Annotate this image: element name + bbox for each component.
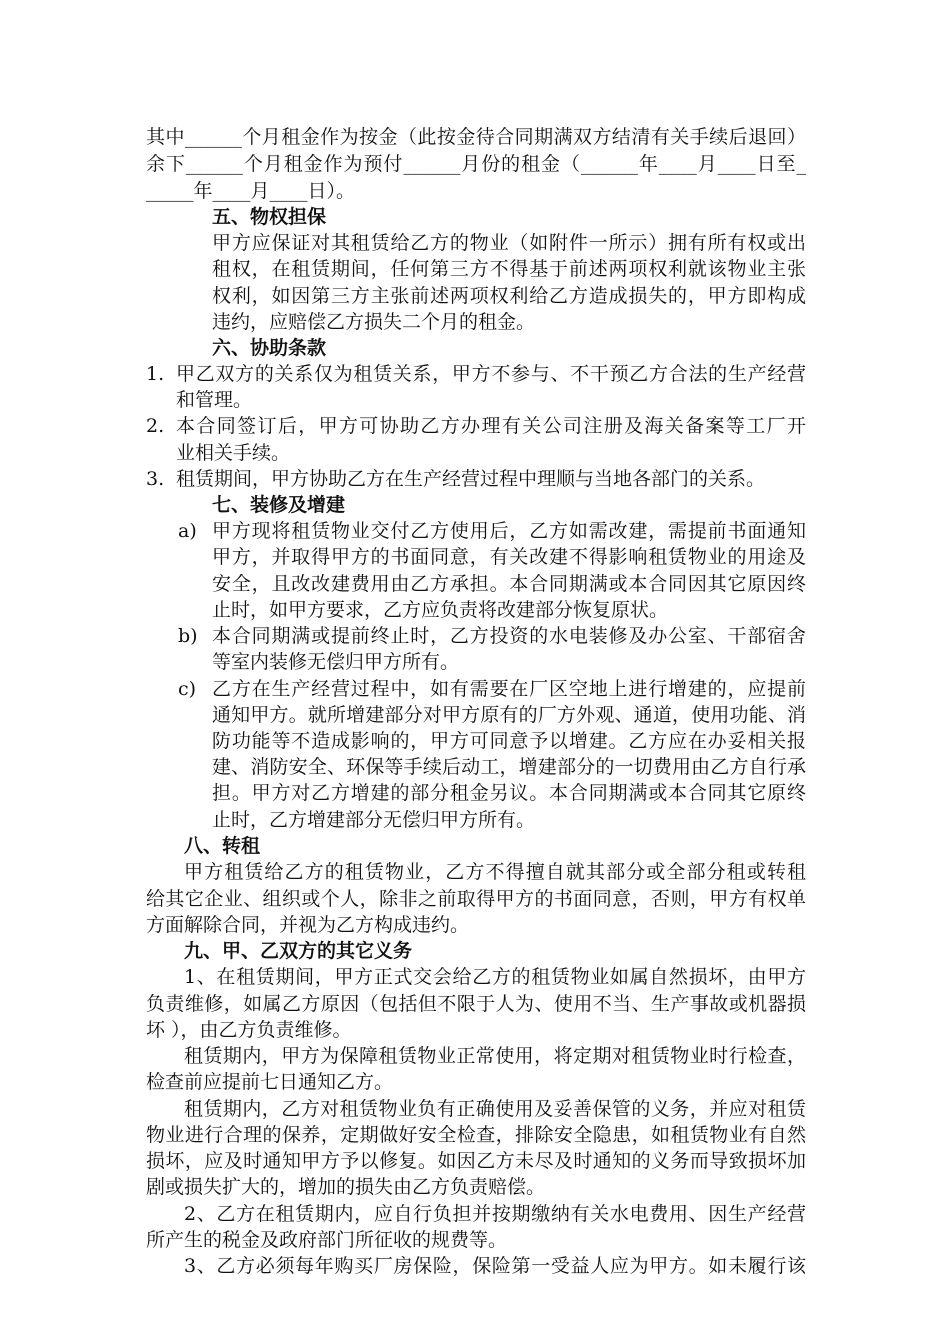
text-line: 余下______个月租金作为预付______月份的租金（______年____月____日至_ <box>146 153 806 175</box>
text-line: 通知甲方。就所增建部分对甲方原有的厂方外观、通道，使用功能、消 <box>212 704 806 726</box>
text-line: 甲方现将租赁物业交付乙方使用后，乙方如需改建，需提前书面通知 <box>212 520 806 542</box>
text-line: 方面解除合同，并视为乙方构成违约。 <box>146 914 470 936</box>
text-line: 所产生的税金及政府部门所征收的规费等。 <box>146 1229 508 1251</box>
text-line: 租赁期内，乙方对租赁物业负有正确使用及妥善保管的义务，并应对租赁 <box>184 1098 806 1120</box>
text-line: 建、消防安全、环保等手续后动工，增建部分的一切费用由乙方自行承 <box>212 756 806 778</box>
list-number: 3. <box>146 468 165 490</box>
list-letter: a) <box>178 520 197 542</box>
text-line: 本合同签订后，甲方可协助乙方办理有关公司注册及海关备案等工厂开 <box>176 415 806 437</box>
text-line: 止时，如甲方要求，乙方应负责将改建部分恢复原状。 <box>212 599 669 621</box>
text-line: 检查前应提前七日通知乙方。 <box>146 1071 394 1093</box>
text-line: 甲方租赁给乙方的租赁物业，乙方不得擅自就其部分或全部分租或转租 <box>184 861 806 883</box>
text-line: 坏 ），由乙方负责维修。 <box>146 1019 352 1041</box>
text-line: 租赁期内，甲方为保障租赁物业正常使用，将定期对租赁物业时行检查， <box>184 1045 806 1067</box>
section-heading: 九、甲、乙双方的其它义务 <box>184 940 413 962</box>
text-line: 止时，乙方增建部分无偿归甲方所有。 <box>212 809 536 831</box>
text-line: 甲乙双方的关系仅为租赁关系，甲方不参与、不干预乙方合法的生产经营 <box>176 363 806 385</box>
text-line: 负责维修，如属乙方原因（包括但不限于人为、使用不当、生产事故或机器损 <box>146 993 806 1015</box>
text-line: 乙方在生产经营过程中，如有需要在厂区空地上进行增建的，应提前 <box>212 678 806 700</box>
section-heading: 六、协助条款 <box>212 337 327 359</box>
text-line: 剧或损失扩大的，增加的损失由乙方负责赔偿。 <box>146 1176 546 1198</box>
text-line: 甲方应保证对其租赁给乙方的物业（如附件一所示）拥有所有权或出 <box>212 232 806 254</box>
text-line: 等室内装修无偿归甲方所有。 <box>212 651 460 673</box>
text-line: 防功能等不造成影响的，甲方可同意予以增建。乙方应在办妥相关报 <box>212 730 806 752</box>
text-line: 担。甲方对乙方增建的部分租金另议。本合同期满或本合同其它原终 <box>212 782 806 804</box>
list-letter: b) <box>178 625 198 647</box>
section-heading: 五、物权担保 <box>212 206 327 228</box>
list-number: 2. <box>146 415 165 437</box>
text-line: 违约，应赔偿乙方损失二个月的租金。 <box>212 311 536 333</box>
section-heading: 八、转租 <box>184 835 261 857</box>
text-line: 安全，且改改建费用由乙方承担。本合同期满或本合同因其它原因终 <box>212 573 806 595</box>
text-line: 物业进行合理的保养，定期做好安全检查，排除安全隐患，如租赁物业有自然 <box>146 1124 806 1146</box>
text-line: 甲方，并取得甲方的书面同意，有关改建不得影响租赁物业的用途及 <box>212 546 806 568</box>
text-line: 权利，如因第三方主张前述两项权利给乙方造成损失的，甲方即构成 <box>212 285 806 307</box>
list-letter: c) <box>178 678 197 700</box>
text-line: _____年____月____日）。 <box>146 180 356 202</box>
section-heading: 七、装修及增建 <box>212 494 346 516</box>
text-line: 2、乙方在租赁期内，应自行负担并按期缴纳有关水电费用、因生产经营 <box>184 1203 806 1225</box>
text-line: 业相关手续。 <box>176 442 291 464</box>
text-line: 3、乙方必须每年购买厂房保险，保险第一受益人应为甲方。如未履行该 <box>184 1255 806 1277</box>
text-line: 1、在租赁期间，甲方正式交会给乙方的租赁物业如属自然损坏，由甲方 <box>184 966 806 988</box>
text-line: 租赁期间，甲方协助乙方在生产经营过程中理顺与当地各部门的关系。 <box>176 468 766 490</box>
list-number: 1. <box>146 363 165 385</box>
text-line: 本合同期满或提前终止时，乙方投资的水电装修及办公室、干部宿舍 <box>212 625 806 647</box>
text-line: 其中______个月租金作为按金（此按金待合同期满双方结清有关手续后退回） <box>146 126 806 148</box>
text-line: 租权，在租赁期间，任何第三方不得基于前述两项权利就该物业主张 <box>212 258 806 280</box>
text-line: 损坏，应及时通知甲方予以修复。如因乙方未尽及时通知的义务而导致损坏加 <box>146 1150 806 1172</box>
text-line: 给其它企业、组织或个人，除非之前取得甲方的书面同意，否则，甲方有权单 <box>146 888 806 910</box>
text-line: 和管理。 <box>176 389 253 411</box>
